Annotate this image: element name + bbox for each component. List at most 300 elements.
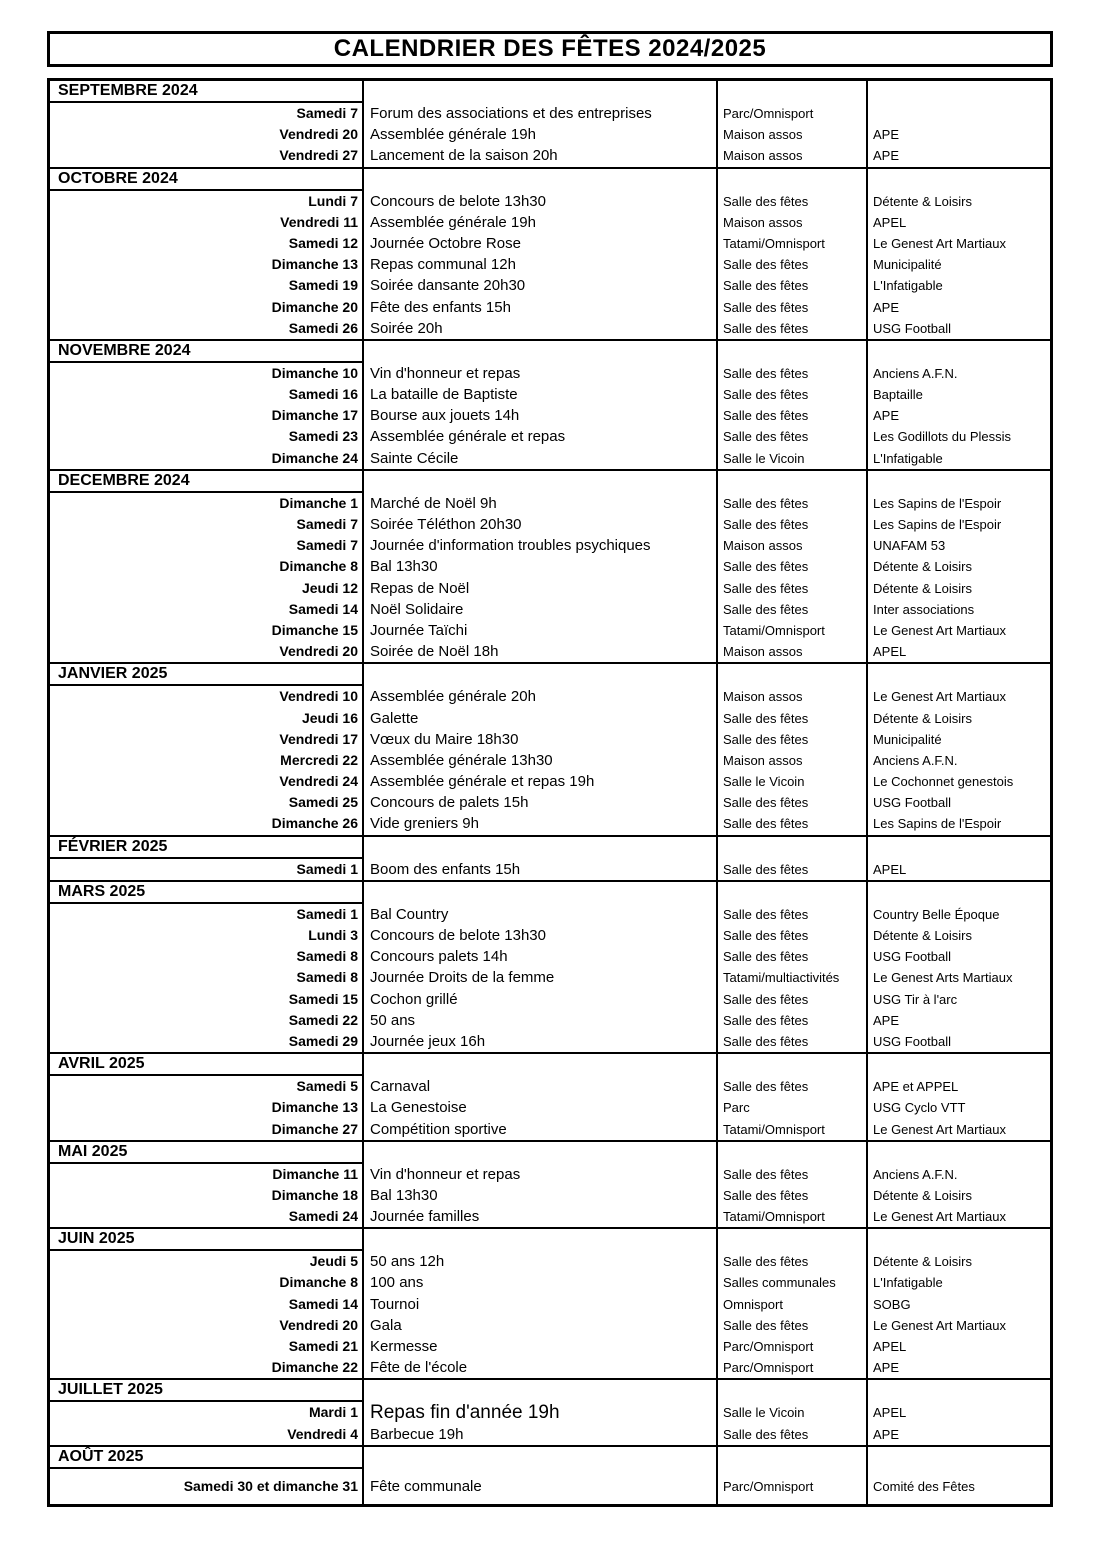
date-column [50,1142,362,1228]
event-date: Dimanche 1 [279,494,358,511]
event-title: Concours palets 14h [370,948,508,966]
date-rows [50,1164,362,1228]
date-rows [50,1402,362,1444]
event-location: Salle des fêtes [723,365,809,381]
location-column [716,882,866,1052]
event-title: Concours de belote 13h30 [370,192,546,210]
event-title: Fête des enfants 15h [370,298,511,316]
event-title: Tournoi [370,1295,420,1313]
month-header: FÉVRIER 2025 [50,837,362,859]
event-date: Dimanche 26 [271,815,358,832]
event-organizer: Détente & Loisirs [873,559,972,575]
header-spacer [364,1142,716,1164]
event-location: Parc/Omnisport [723,1360,814,1376]
location-column [716,169,866,339]
event-date: Dimanche 11 [272,1165,358,1182]
event-location: Salle des fêtes [723,408,809,424]
event-organizer: USG Football [873,1033,952,1049]
event-location: Parc/Omnisport [723,106,814,121]
header-spacer [364,1447,716,1469]
event-location: Salle des fêtes [723,495,809,511]
location-column [716,1229,866,1378]
header-spacer [718,1142,866,1164]
event-date: Dimanche 8 [279,558,358,575]
event-date: Samedi 7 [296,105,358,121]
event-organizer: Les Sapins de l'Espoir [873,517,1002,532]
event-date: Jeudi 12 [301,579,358,596]
event-organizer: Détente & Loisirs [873,928,972,943]
header-spacer [868,169,1050,191]
month-header: NOVEMBRE 2024 [50,341,362,363]
header-spacer [718,1380,866,1402]
location-column [716,471,866,663]
event-title: Journée Octobre Rose [370,234,521,252]
event-location: Maison assos [723,148,803,164]
header-spacer [718,1054,866,1076]
header-spacer [718,169,866,191]
event-title: Vin d'honneur et repas [370,1165,521,1183]
event-date: Samedi 7 [296,537,358,554]
organizer-column [866,341,1050,469]
event-date: Samedi 14 [288,1295,358,1312]
event-organizer: L'Infatigable [873,450,943,466]
month-header: JUIN 2025 [50,1229,362,1251]
event-location: Salle des fêtes [723,1187,809,1203]
event-date: Samedi 8 [296,969,358,986]
event-title: Gala [370,1316,402,1334]
event-column [362,837,716,880]
organizer-column [866,471,1050,663]
header-spacer [364,837,716,859]
location-column [716,1054,866,1140]
event-organizer: APE [873,299,900,315]
event-date: Dimanche 13 [271,1099,358,1116]
event-organizer: APE [873,1360,900,1376]
event-title: Journée d'information troubles psychiques [370,537,651,555]
date-rows [50,493,362,663]
date-column [50,471,362,663]
event-organizer: APE [873,148,900,164]
event-title: Barbecue 19h [370,1425,464,1443]
title-box [47,31,1053,67]
header-spacer [364,1380,716,1402]
event-organizer: Baptaille [873,387,923,403]
header-spacer [364,882,716,904]
organizer-column [866,1229,1050,1378]
event-location: Salle des fêtes [723,1033,809,1049]
event-organizer: APEL [873,214,907,230]
event-organizer: L'Infatigable [873,1275,943,1291]
event-date: Samedi 12 [288,234,358,251]
event-organizer: APEL [873,644,907,660]
event-organizer: Le Genest Arts Martiaux [873,970,1013,986]
event-title: Bal 13h30 [370,558,438,576]
event-title: Noël Solidaire [370,600,464,618]
event-location: Maison assos [723,689,803,705]
event-organizer: APEL [873,1405,907,1421]
header-spacer [364,471,716,493]
header-spacer [718,81,866,103]
organizer-column [866,1054,1050,1140]
event-location: Maison assos [723,538,803,554]
event-location: Salle des fêtes [723,429,809,445]
event-title: 50 ans [370,1011,416,1029]
organizer-column [866,1380,1050,1444]
event-organizer: UNAFAM 53 [873,538,946,554]
header-spacer [718,837,866,859]
event-organizer: Les Sapins de l'Espoir [873,816,1002,832]
event-title: Soirée de Noël 18h [370,643,499,661]
event-column [362,1229,716,1378]
organizer-column [866,1447,1050,1504]
event-title: Bourse aux jouets 14h [370,407,520,425]
month-section [50,1378,1050,1444]
header-spacer [718,1447,866,1469]
date-column [50,1054,362,1140]
event-column [362,664,716,834]
date-rows [50,859,362,880]
event-location: Salle des fêtes [723,861,809,877]
event-title: Soirée dansante 20h30 [370,277,526,295]
location-column [716,664,866,834]
month-section [50,662,1050,834]
month-header: AOÛT 2025 [50,1447,362,1469]
event-location: Salle le Vicoin [723,774,805,790]
event-date: Vendredi 17 [279,730,358,747]
month-section [50,81,1050,167]
event-location: Salle des fêtes [723,906,809,922]
event-location: Salle des fêtes [723,1166,809,1182]
header-spacer [868,81,1050,103]
event-date: Samedi 29 [288,1032,358,1049]
event-location: Salle des fêtes [723,731,809,747]
event-organizer: L'Infatigable [873,278,943,294]
event-location: Salle des fêtes [723,257,809,273]
event-column [362,471,716,663]
event-title: Assemblée générale 13h30 [370,751,553,769]
event-title: Fête communale [370,1477,482,1495]
event-location: Salle des fêtes [723,1012,809,1028]
event-organizer: Détente & Loisirs [873,193,972,209]
event-title: Galette [370,709,419,727]
date-rows [50,191,362,339]
event-location: Salle des fêtes [723,928,809,943]
event-location: Salle des fêtes [723,278,809,294]
header-spacer [364,169,716,191]
event-location: Maison assos [723,214,803,230]
date-rows [50,1251,362,1378]
event-title: La bataille de Baptiste [370,386,518,404]
location-column [716,81,866,167]
event-date: Samedi 14 [288,600,358,617]
organizer-column [866,169,1050,339]
header-spacer [364,664,716,686]
event-title: Journée familles [370,1208,480,1226]
event-date: Dimanche 20 [271,298,358,315]
month-section [50,835,1050,880]
event-location: Salle des fêtes [723,559,809,575]
event-organizer: USG Football [873,949,952,965]
event-location: Salle des fêtes [723,1317,809,1333]
event-date: Samedi 5 [296,1078,358,1095]
event-date: Vendredi 10 [279,688,358,705]
header-spacer [364,1054,716,1076]
event-location: Salles communales [723,1275,836,1291]
event-title: Vide greniers 9h [370,815,479,833]
event-title: Carnaval [370,1078,431,1096]
event-location: Salle des fêtes [723,816,809,832]
date-column [50,664,362,834]
event-organizer: SOBG [873,1296,911,1312]
event-organizer: Le Genest Art Martiaux [873,235,1006,251]
month-header: OCTOBRE 2024 [50,169,362,191]
event-date: Dimanche 15 [271,621,358,638]
event-location: Salle des fêtes [723,710,809,726]
date-column [50,81,362,167]
event-organizer: APE [873,1012,900,1028]
event-column [362,1054,716,1140]
event-date: Vendredi 20 [279,126,358,143]
month-header: MAI 2025 [50,1142,362,1164]
event-date: Jeudi 16 [301,709,358,726]
document-page [47,31,1053,1507]
event-title: Cochon grillé [370,990,458,1008]
event-organizer: APE [873,127,900,143]
event-column [362,341,716,469]
event-organizer: APE [873,1426,900,1442]
event-organizer: Les Sapins de l'Espoir [873,495,1002,511]
month-section [50,1227,1050,1378]
event-organizer: Le Cochonnet genestois [873,774,1014,790]
month-header: SEPTEMBRE 2024 [50,81,362,103]
month-section [50,1445,1050,1504]
event-title: Assemblée générale 19h [370,213,536,231]
event-organizer: Municipalité [873,257,942,273]
event-date: Lundi 7 [308,192,358,209]
event-organizer: APE [873,408,900,424]
event-title: Assemblée générale 20h [370,688,536,706]
event-location: Omnisport [723,1296,783,1312]
event-date: Samedi 1 [296,860,358,877]
event-organizer: Country Belle Époque [873,906,1000,922]
event-location: Salle des fêtes [723,580,809,596]
event-title: Assemblée générale et repas [370,428,566,446]
event-organizer: Municipalité [873,731,942,747]
organizer-column [866,664,1050,834]
event-title: Lancement de la saison 20h [370,147,558,165]
event-organizer: Le Genest Art Martiaux [873,622,1006,638]
event-location: Salle des fêtes [723,949,809,965]
event-date: Dimanche 22 [271,1359,358,1376]
event-date: Samedi 30 et dimanche 31 [183,1477,358,1494]
event-date: Samedi 19 [288,277,358,294]
event-title: Repas fin d'année 19h [370,1402,560,1424]
event-date: Vendredi 20 [279,643,358,660]
event-organizer: Détente & Loisirs [873,1254,972,1270]
event-location: Parc/Omnisport [723,1339,814,1354]
event-title: Bal 13h30 [370,1186,438,1204]
calendar-table [47,78,1053,1507]
date-column [50,1229,362,1378]
month-header: MARS 2025 [50,882,362,904]
event-date: Samedi 7 [296,516,358,532]
event-title: La Genestoise [370,1099,467,1117]
event-title: Concours de belote 13h30 [370,927,546,944]
header-spacer [364,341,716,363]
event-title: Sainte Cécile [370,449,459,467]
location-column [716,837,866,880]
event-date: Samedi 22 [288,1011,358,1028]
event-date: Dimanche 10 [271,364,358,381]
event-location: Salle des fêtes [723,193,809,209]
event-organizer: APEL [873,1339,907,1354]
event-location: Maison assos [723,644,803,660]
date-rows [50,363,362,469]
event-location: Parc/Omnisport [723,1478,814,1494]
event-date: Vendredi 27 [279,147,358,164]
event-location: Salle des fêtes [723,1254,809,1270]
month-section [50,1140,1050,1228]
event-date: Dimanche 8 [279,1274,358,1291]
event-date: Lundi 3 [308,927,358,943]
location-column [716,1447,866,1504]
event-organizer: Les Godillots du Plessis [873,429,1012,445]
month-section [50,880,1050,1052]
month-header: JANVIER 2025 [50,664,362,686]
event-title: Journée Taïchi [370,621,468,639]
event-organizer: Anciens A.F.N. [873,752,958,768]
event-location: Salle des fêtes [723,387,809,403]
event-location: Parc [723,1100,750,1116]
event-location: Salle le Vicoin [723,450,805,466]
event-date: Samedi 15 [288,990,358,1007]
event-title: Assemblée générale et repas 19h [370,773,595,791]
event-location: Salle des fêtes [723,517,809,532]
event-date: Dimanche 17 [271,407,358,424]
event-date: Samedi 1 [296,905,358,922]
header-spacer [718,664,866,686]
header-spacer [868,1380,1050,1402]
event-date: Samedi 24 [288,1208,358,1225]
organizer-column [866,837,1050,880]
event-title: Journée jeux 16h [370,1032,486,1050]
event-organizer: Détente & Loisirs [873,710,972,726]
event-title: Boom des enfants 15h [370,860,521,878]
date-column [50,169,362,339]
header-spacer [364,81,716,103]
event-date: Samedi 21 [288,1338,358,1354]
organizer-column [866,81,1050,167]
date-column [50,1447,362,1504]
event-organizer: Détente & Loisirs [873,1187,972,1203]
event-title: Kermesse [370,1338,438,1355]
event-title: Soirée 20h [370,319,443,337]
location-column [716,1380,866,1444]
event-date: Dimanche 18 [271,1186,358,1203]
event-location: Salle des fêtes [723,991,809,1007]
event-location: Tatami/Omnisport [723,1209,825,1225]
month-section [50,1052,1050,1140]
event-location: Tatami/Omnisport [723,235,825,251]
organizer-column [866,1142,1050,1228]
event-date: Dimanche 27 [271,1120,358,1137]
event-title: Marché de Noël 9h [370,494,497,512]
date-rows [50,686,362,834]
event-title: Journée Droits de la femme [370,969,555,987]
event-date: Samedi 25 [288,794,358,811]
date-rows [50,1076,362,1140]
month-header: JUILLET 2025 [50,1380,362,1402]
event-column [362,1447,716,1504]
event-location: Salle des fêtes [723,1426,809,1442]
event-organizer [868,103,1050,124]
month-header: DECEMBRE 2024 [50,471,362,493]
event-date: Samedi 26 [288,319,358,336]
event-organizer: Comité des Fêtes [873,1478,975,1494]
event-organizer: Détente & Loisirs [873,580,972,596]
event-location: Salle des fêtes [723,601,809,617]
event-title: Compétition sportive [370,1120,507,1138]
event-location: Maison assos [723,127,803,143]
date-column [50,882,362,1052]
event-location: Salle des fêtes [723,795,809,811]
event-organizer: USG Tir à l'arc [873,991,958,1007]
header-spacer [868,471,1050,493]
month-section [50,469,1050,663]
event-column [362,81,716,167]
event-title: Concours de palets 15h [370,794,529,812]
page-title: CALENDRIER DES FÊTES 2024/2025 [333,35,767,62]
event-location: Salle des fêtes [723,1079,809,1095]
event-title: Assemblée générale 19h [370,126,536,144]
event-column [362,882,716,1052]
header-spacer [868,1142,1050,1164]
event-title: Fête de l'école [370,1359,468,1377]
month-section [50,167,1050,339]
date-rows [50,1469,362,1504]
organizer-column [866,882,1050,1052]
location-column [716,341,866,469]
event-location: Salle des fêtes [723,320,809,336]
event-date: Vendredi 11 [280,213,358,230]
event-column [362,169,716,339]
event-date: Mardi 1 [308,1404,358,1421]
event-location: Salle des fêtes [723,299,809,315]
event-column [362,1380,716,1444]
header-spacer [364,1229,716,1251]
location-column [716,1142,866,1228]
event-date: Vendredi 24 [279,773,358,790]
header-spacer [868,837,1050,859]
month-section [50,339,1050,469]
event-organizer: Anciens A.F.N. [873,365,958,381]
event-date: Dimanche 24 [271,449,358,466]
event-title: Bal Country [370,905,449,923]
event-title: Repas communal 12h [370,256,516,274]
event-date: Jeudi 5 [309,1253,358,1270]
event-date: Samedi 16 [288,386,358,403]
event-location: Tatami/Omnisport [723,622,825,638]
header-spacer [718,471,866,493]
event-title: Vin d'honneur et repas [370,364,521,382]
month-header: AVRIL 2025 [50,1054,362,1076]
event-title: Soirée Téléthon 20h30 [370,516,522,533]
event-column [362,1142,716,1228]
event-location: Salle le Vicoin [723,1405,805,1421]
header-spacer [868,664,1050,686]
event-title: Forum des associations et des entreprises [370,105,652,122]
date-column [50,1380,362,1444]
